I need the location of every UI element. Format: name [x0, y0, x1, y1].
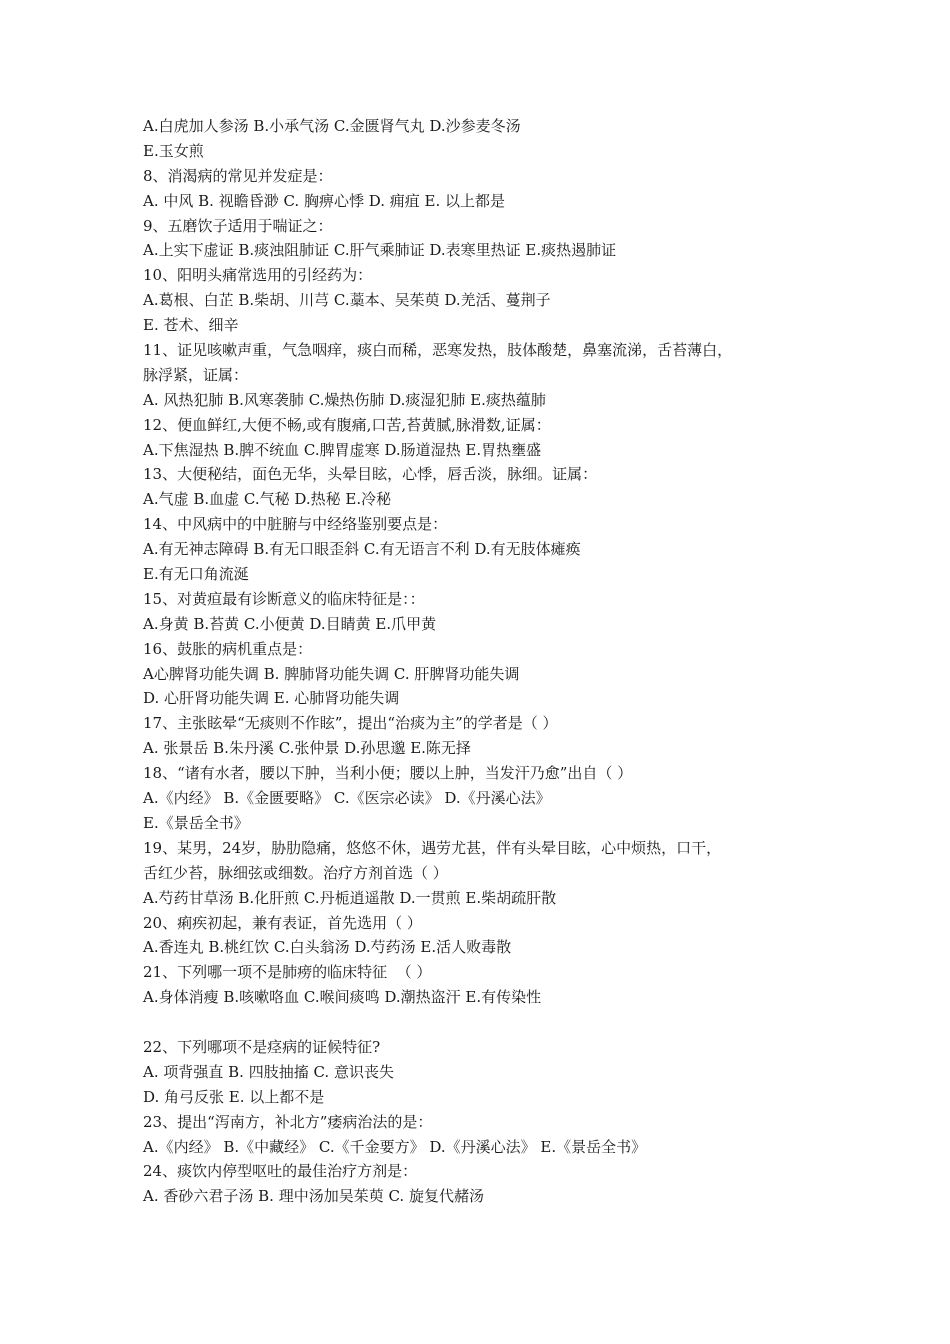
- question-21: 21、下列哪一项不是肺痨的临床特征 （ ）: [143, 963, 432, 982]
- answer-options: A.身黄 B.苔黄 C.小便黄 D.目睛黄 E.爪甲黄: [143, 614, 437, 633]
- blank-line: [143, 1010, 823, 1035]
- answer-options: A. 风热犯肺 B.风寒袭肺 C.燥热伤肺 D.痰湿犯肺 E.痰热蕴肺: [143, 390, 546, 409]
- question-12: 12、便血鲜红,大便不畅,或有腹痛,口苦,苔黄腻,脉滑数,证属：: [143, 415, 551, 434]
- question-16: 16、鼓胀的病机重点是：: [143, 639, 313, 658]
- answer-options: E.玉女煎: [143, 141, 204, 160]
- answer-options: A. 香砂六君子汤 B. 理中汤加吴茱萸 C. 旋复代赭汤: [143, 1187, 484, 1206]
- question-11-continued: 脉浮紧，证属：: [143, 365, 249, 384]
- question-20: 20、痢疾初起，兼有表证，首先选用（ ）: [143, 913, 422, 932]
- answer-options: A.下焦湿热 B.脾不统血 C.脾胃虚寒 D.肠道湿热 E.胃热壅盛: [143, 440, 542, 459]
- answer-options: A.上实下虚证 B.痰浊阻肺证 C.肝气乘肺证 D.表寒里热证 E.痰热遏肺证: [143, 241, 617, 260]
- question-15: 15、对黄疸最有诊断意义的临床特征是：：: [143, 589, 425, 608]
- answer-options: A. 项背强直 B. 四肢抽搐 C. 意识丧失: [143, 1062, 394, 1081]
- question-13: 13、大便秘结，面色无华，头晕目眩，心悸，唇舌淡，脉细。证属：: [143, 465, 598, 484]
- question-8: 8、消渴病的常见并发症是：: [143, 166, 333, 185]
- answer-options: A. 中风 B. 视瞻昏渺 C. 胸痹心悸 D. 痈疽 E. 以上都是: [143, 191, 505, 210]
- answer-options: A.《内经》 B.《中藏经》 C.《千金要方》 D.《丹溪心法》 E.《景岳全书》: [143, 1137, 647, 1156]
- question-11: 11、证见咳嗽声重，气急咽痒，痰白而稀，恶寒发热，肢体酸楚，鼻塞流涕，舌苔薄白，: [143, 341, 733, 360]
- answer-options: D. 心肝肾功能失调 E. 心肺肾功能失调: [143, 689, 400, 708]
- question-22: 22、下列哪项不是痉病的证候特征?: [143, 1037, 381, 1056]
- question-14: 14、中风病中的中脏腑与中经络鉴别要点是：: [143, 515, 448, 534]
- answer-options: A.白虎加人参汤 B.小承气汤 C.金匮肾气丸 D.沙参麦冬汤: [143, 117, 521, 135]
- answer-options: A.葛根、白芷 B.柴胡、川芎 C.藁本、吴茱萸 D.羌活、蔓荆子: [143, 291, 551, 310]
- answer-options: E.《景岳全书》: [143, 813, 249, 832]
- question-24: 24、痰饮内停型呕吐的最佳治疗方剂是：: [143, 1162, 418, 1181]
- question-17: 17、主张眩晕“无痰则不作眩”，提出“治痰为主”的学者是（ ）: [143, 714, 558, 733]
- document-page: [143, 114, 823, 1209]
- answer-options: D. 角弓反张 E. 以上都不是: [143, 1087, 325, 1106]
- question-23: 23、提出“泻南方，补北方”痿病治法的是：: [143, 1112, 433, 1131]
- question-19-continued: 舌红少苔，脉细弦或细数。治疗方剂首选（ ）: [143, 863, 448, 882]
- answer-options: A. 张景岳 B.朱丹溪 C.张仲景 D.孙思邈 E.陈无择: [143, 739, 471, 758]
- answer-options: A.身体消瘦 B.咳嗽咯血 C.喉间痰鸣 D.潮热盗汗 E.有传染性: [143, 988, 542, 1007]
- question-19: 19、某男，24岁，胁肋隐痛，悠悠不休，遇劳尤甚，伴有头晕目眩，心中烦热，口干，: [143, 838, 722, 857]
- answer-options: A.《内经》 B.《金匮要略》 C.《医宗必读》 D.《丹溪心法》: [143, 789, 551, 808]
- question-18: 18、“诸有水者，腰以下肿，当利小便；腰以上肿，当发汗乃愈”出自（ ）: [143, 764, 633, 783]
- answer-options: A.香连丸 B.桃红饮 C.白头翁汤 D.芍药汤 E.活人败毒散: [143, 938, 512, 957]
- question-10: 10、阳明头痛常选用的引经药为：: [143, 266, 373, 285]
- answer-options: A.气虚 B.血虚 C.气秘 D.热秘 E.冷秘: [143, 490, 392, 509]
- answer-options: E.有无口角流涎: [143, 565, 249, 584]
- answer-options: A心脾肾功能失调 B. 脾肺肾功能失调 C. 肝脾肾功能失调: [143, 664, 520, 683]
- answer-options: A.芍药甘草汤 B.化肝煎 C.丹栀逍遥散 D.一贯煎 E.柴胡疏肝散: [143, 888, 557, 907]
- question-9: 9、五磨饮子适用于喘证之：: [143, 216, 333, 235]
- answer-options: E. 苍术、细辛: [143, 316, 239, 335]
- answer-options: A.有无神志障碍 B.有无口眼歪斜 C.有无语言不利 D.有无肢体瘫痪: [143, 540, 581, 559]
